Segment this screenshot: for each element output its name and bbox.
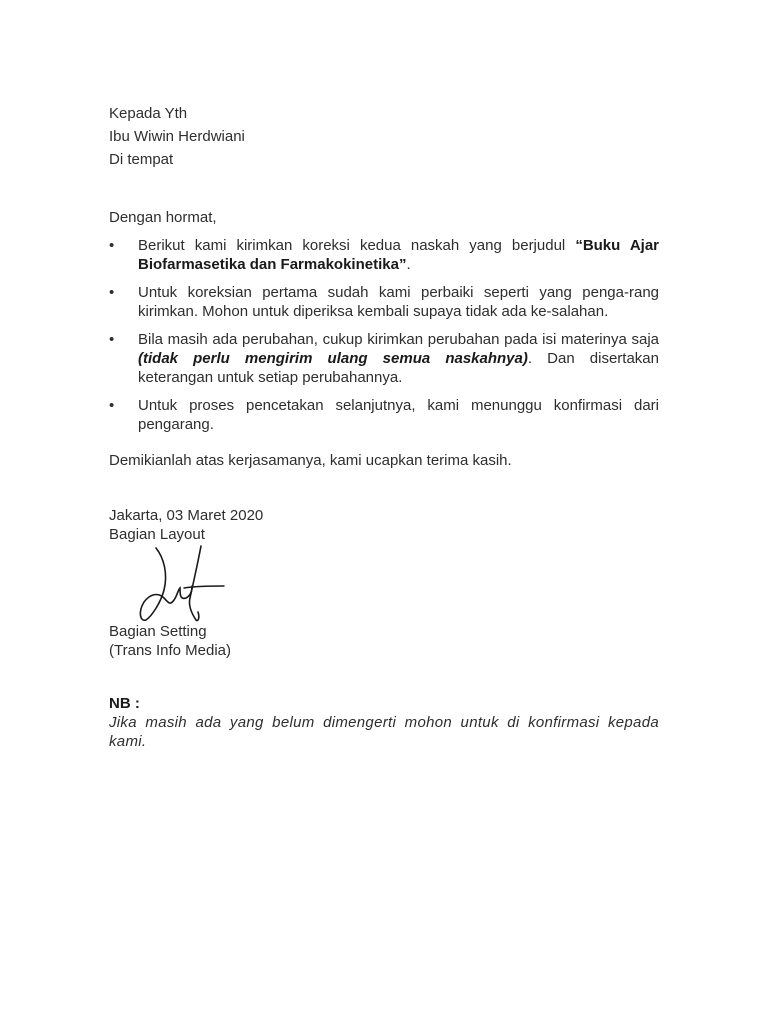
book-title: “Buku Ajar Biofarmasetika dan Farmakokinetika” [138, 237, 659, 273]
point-text: Berikut kami kirimkan koreksi kedua naskah yang berjudul [138, 237, 576, 254]
list-item [109, 283, 659, 321]
recipient-salutation: Kepada Yth [109, 105, 188, 122]
nb-text: Jika masih ada yang belum dimengerti mohon untuk di konfirmasi kepada kami. [109, 714, 659, 750]
letter-page [109, 102, 659, 751]
point-text: Untuk proses pencetakan selanjutnya, kami menunggu konfirmasi dari pengarang. [138, 397, 659, 433]
sender-department: Bagian Layout [109, 526, 205, 543]
emphasis-note: (tidak perlu mengirim ulang semua naskahnya) [138, 350, 528, 367]
point-text: Untuk koreksian pertama sudah kami perbaiki seperti yang penga-rang kirimkan. Mohon untuk diperiksa kembali supaya tidak ada ke-salahan. [138, 284, 659, 320]
recipient-name: Ibu Wiwin Herdwiani [109, 128, 245, 145]
point-text-end: . [406, 256, 411, 273]
nb-title: NB : [109, 695, 140, 712]
point-text: Bila masih ada perubahan, cukup kirimkan perubahan pada isi materinya saja [138, 331, 659, 348]
bullet-icon: • [109, 331, 115, 348]
recipient-location: Di tempat [109, 151, 174, 168]
closing-sentence: Demikianlah atas kerjasamanya, kami ucapkan terima kasih. [109, 452, 512, 469]
signature-icon [134, 544, 254, 622]
point-text-end: . Dan disertakan keterangan untuk setiap perubahannya. [138, 350, 659, 386]
bullet-icon: • [109, 284, 115, 301]
list-item [109, 330, 659, 387]
list-item [109, 396, 659, 434]
list-item [109, 236, 659, 274]
bullet-icon: • [109, 237, 115, 254]
greeting: Dengan hormat, [109, 209, 217, 226]
place-date: Jakarta, 03 Maret 2020 [109, 507, 264, 524]
points-list [109, 236, 659, 434]
signature-block [109, 506, 659, 660]
bullet-icon: • [109, 397, 115, 414]
signer-department: Bagian Setting [109, 623, 207, 640]
recipient-block [109, 102, 659, 171]
nb-note [109, 694, 659, 751]
company-name: (Trans Info Media) [109, 642, 231, 659]
